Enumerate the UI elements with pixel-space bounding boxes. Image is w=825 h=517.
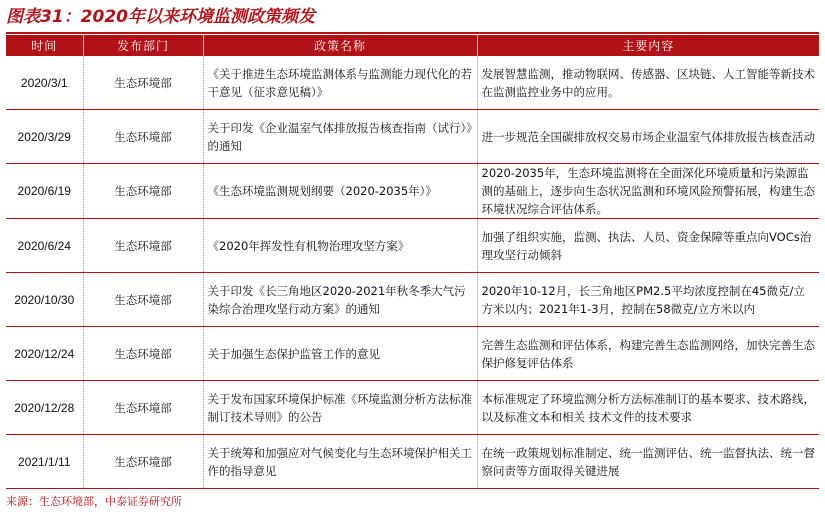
policy-table [6,35,819,489]
table-row [6,219,819,273]
cell-content: 进一步规范全国碳排放权交易市场企业温室气体排放报告核查活动 [477,110,819,164]
cell-content: 2020年10-12月，长三角地区PM2.5平均浓度控制在45微克/立方米以内；2021年1-3月，控制在58微克/立方米以内 [477,273,819,327]
cell-date: 2021/1/11 [6,435,83,489]
cell-policy: 关于发布国家环境保护标准《环境监测分析方法标准制订技术导则》的公告 [203,381,477,435]
table-header-row [6,35,819,56]
cell-dept: 生态环境部 [83,56,203,110]
cell-dept: 生态环境部 [83,327,203,381]
cell-policy: 《关于推进生态环境监测体系与监测能力现代化的若干意见（征求意见稿）》 [203,56,477,110]
cell-content: 加强了组织实施，监测、执法、人员、资金保障等重点向VOCs治理攻坚行动倾斜 [477,219,819,273]
cell-content: 在统一政策规划标准制定、统一监测评估、统一监督执法、统一督察问责等方面取得关键进展 [477,435,819,489]
cell-dept: 生态环境部 [83,381,203,435]
cell-policy: 《生态环境监测规划纲要（2020-2035年）》 [203,164,477,219]
source-note: 来源：生态环境部，中泰证券研究所 [6,495,182,508]
cell-date: 2020/12/24 [6,327,83,381]
cell-date: 2020/6/24 [6,219,83,273]
table-row [6,164,819,219]
table-row [6,327,819,381]
table-row [6,381,819,435]
cell-dept: 生态环境部 [83,110,203,164]
cell-content: 2020-2035年，生态环境监测将在全面深化环境质量和污染源监测的基础上，逐步向生态状况监测和环境风险预警拓展，构建生态环境状况综合评估体系。 [477,164,819,219]
cell-policy: 关于统筹和加强应对气候变化与生态环境保护相关工作的指导意见 [203,435,477,489]
table-row [6,273,819,327]
cell-policy: 《2020年挥发性有机物治理攻坚方案》 [203,219,477,273]
cell-dept: 生态环境部 [83,164,203,219]
table-row [6,435,819,489]
cell-policy: 关于加强生态保护监管工作的意见 [203,327,477,381]
header-dept: 发布部门 [83,35,203,56]
cell-date: 2020/12/28 [6,381,83,435]
table-row [6,110,819,164]
title-divider [6,32,819,34]
header-content: 主要内容 [477,35,819,56]
cell-date: 2020/3/29 [6,110,83,164]
cell-policy: 关于印发《长三角地区2020-2021年秋冬季大气污染综合治理攻坚行动方案》的通知 [203,273,477,327]
table-row [6,56,819,110]
cell-policy: 关于印发《企业温室气体排放报告核查指南（试行）》的通知 [203,110,477,164]
cell-content: 本标准规定了环境监测分析方法标准制订的基本要求、技术路线，以及标准文本和相关 技术文件的技术要求 [477,381,819,435]
cell-dept: 生态环境部 [83,219,203,273]
cell-date: 2020/10/30 [6,273,83,327]
cell-date: 2020/6/19 [6,164,83,219]
cell-content: 完善生态监测和评估体系，构建完善生态监测网络，加快完善生态保护修复评估体系 [477,327,819,381]
cell-content: 发展智慧监测，推动物联网、传感器、区块链、人工智能等新技术在监测监控业务中的应用。 [477,56,819,110]
header-time: 时间 [6,35,83,56]
cell-date: 2020/3/1 [6,56,83,110]
cell-dept: 生态环境部 [83,435,203,489]
header-policy: 政策名称 [203,35,477,56]
figure-title: 图表31：2020年以来环境监测政策频发 [6,7,315,27]
cell-dept: 生态环境部 [83,273,203,327]
